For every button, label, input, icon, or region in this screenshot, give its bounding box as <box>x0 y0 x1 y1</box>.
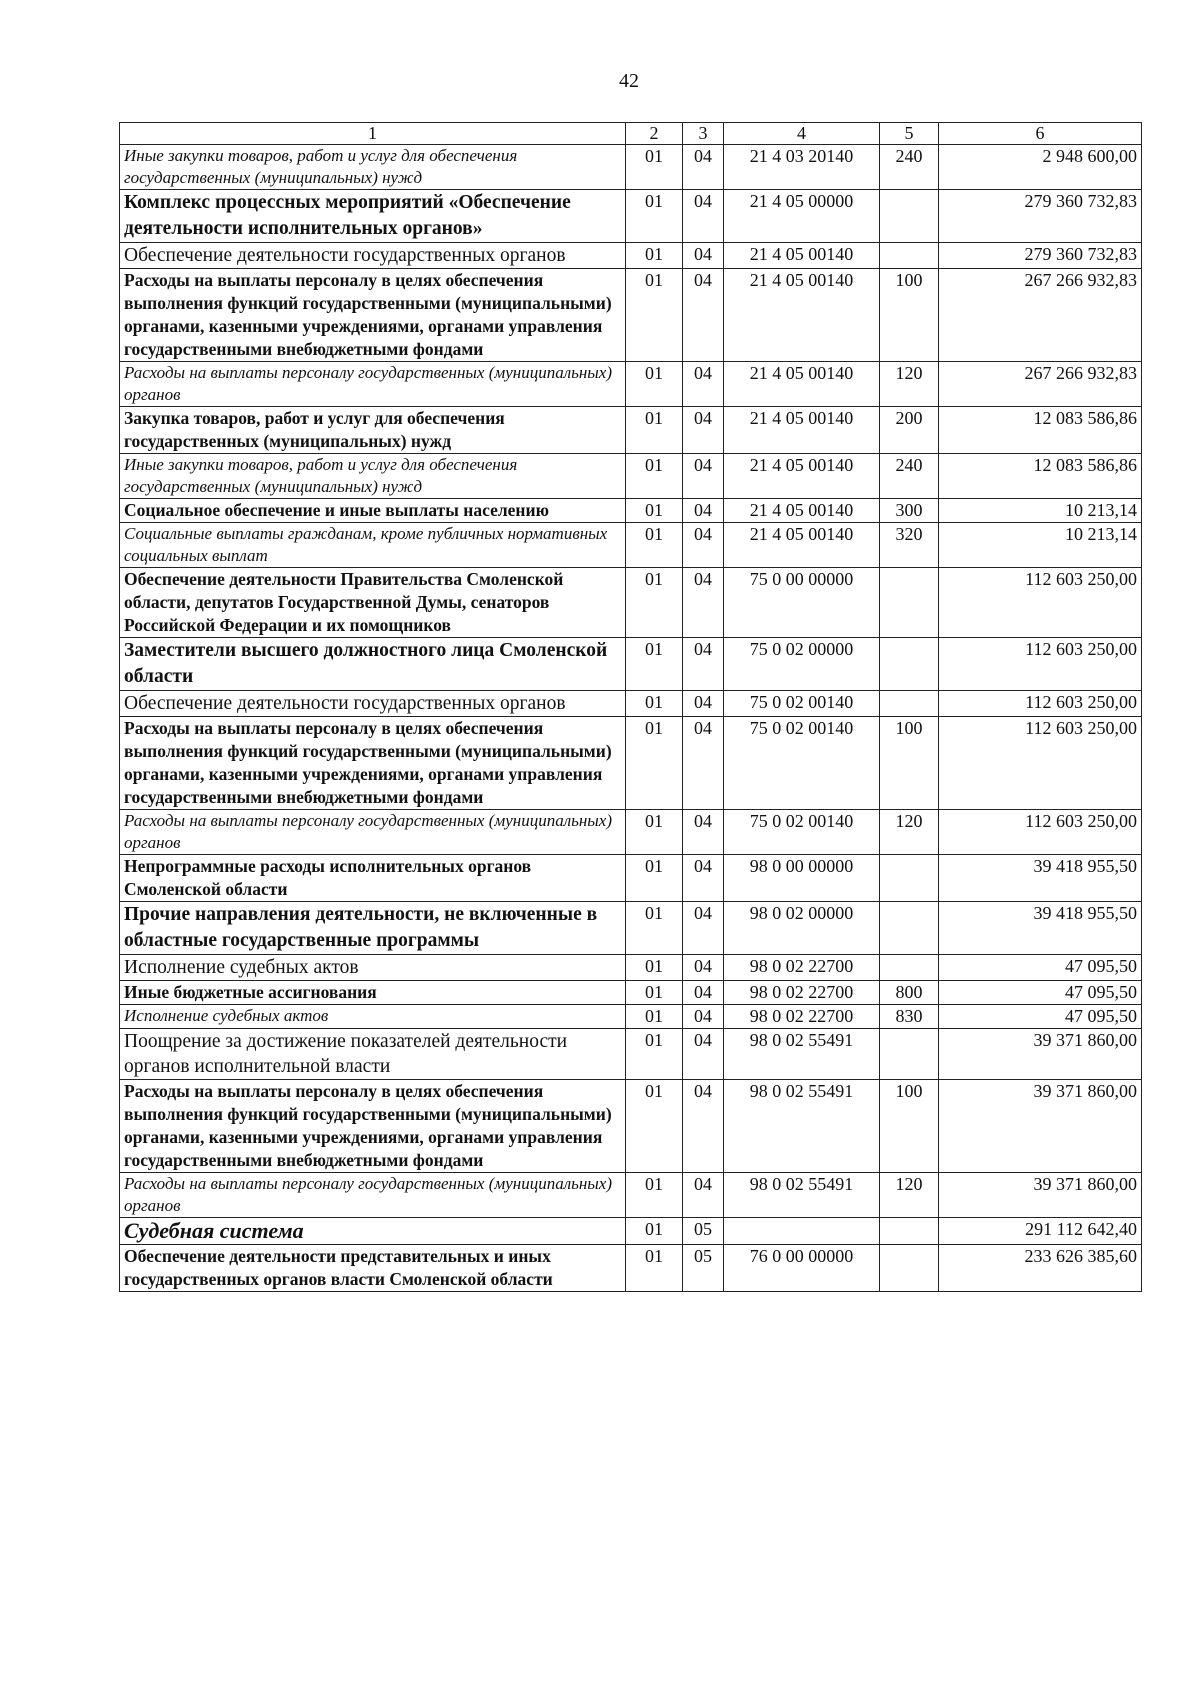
subsection-code-cell: 04 <box>683 1005 724 1029</box>
subsection-code-cell: 04 <box>683 362 724 407</box>
amount-cell: 2 948 600,00 <box>939 145 1142 190</box>
amount-cell: 47 095,50 <box>939 981 1142 1005</box>
subsection-code-cell: 04 <box>683 955 724 981</box>
header-col-3: 3 <box>683 123 724 145</box>
table-row <box>120 691 1142 717</box>
expense-type-cell: 300 <box>880 499 939 523</box>
target-article-cell: 21 4 05 00140 <box>724 499 880 523</box>
expense-type-cell <box>880 243 939 269</box>
target-article-cell: 21 4 05 00140 <box>724 243 880 269</box>
amount-cell: 233 626 385,60 <box>939 1245 1142 1292</box>
amount-cell: 279 360 732,83 <box>939 190 1142 243</box>
amount-cell: 112 603 250,00 <box>939 568 1142 638</box>
table-row <box>120 243 1142 269</box>
amount-cell: 47 095,50 <box>939 955 1142 981</box>
row-name-cell: Расходы на выплаты персоналу в целях обеспечения выполнения функций государственными (муниципальными) органами, казенными учреждениями, органами управления государственными внебюджетными фондами <box>120 1080 626 1173</box>
target-article-cell: 98 0 02 55491 <box>724 1029 880 1080</box>
target-article-cell: 98 0 00 00000 <box>724 855 880 902</box>
section-code-cell: 01 <box>626 1029 683 1080</box>
expense-type-cell: 830 <box>880 1005 939 1029</box>
row-name-cell: Иные закупки товаров, работ и услуг для обеспечения государственных (муниципальных) нужд <box>120 145 626 190</box>
row-name-cell: Иные закупки товаров, работ и услуг для обеспечения государственных (муниципальных) нужд <box>120 454 626 499</box>
table-row <box>120 855 1142 902</box>
amount-cell: 12 083 586,86 <box>939 407 1142 454</box>
table-row <box>120 499 1142 523</box>
header-row <box>120 123 1142 145</box>
row-name-cell: Расходы на выплаты персоналу в целях обеспечения выполнения функций государственными (муниципальными) органами, казенными учреждениями, органами управления государственными внебюджетными фондами <box>120 717 626 810</box>
table-row <box>120 981 1142 1005</box>
section-code-cell: 01 <box>626 1173 683 1218</box>
subsection-code-cell: 04 <box>683 523 724 568</box>
expense-type-cell <box>880 1218 939 1245</box>
row-name-cell: Расходы на выплаты персоналу государственных (муниципальных) органов <box>120 810 626 855</box>
amount-cell: 47 095,50 <box>939 1005 1142 1029</box>
row-name-cell: Расходы на выплаты персоналу государственных (муниципальных) органов <box>120 362 626 407</box>
target-article-cell: 98 0 02 55491 <box>724 1080 880 1173</box>
target-article-cell: 98 0 02 00000 <box>724 902 880 955</box>
section-code-cell: 01 <box>626 981 683 1005</box>
subsection-code-cell: 04 <box>683 1173 724 1218</box>
expense-type-cell: 320 <box>880 523 939 568</box>
section-code-cell: 01 <box>626 855 683 902</box>
target-article-cell: 21 4 05 00140 <box>724 269 880 362</box>
target-article-cell: 21 4 05 00140 <box>724 407 880 454</box>
table-row <box>120 407 1142 454</box>
table-row <box>120 362 1142 407</box>
expense-type-cell <box>880 955 939 981</box>
expense-type-cell: 120 <box>880 362 939 407</box>
target-article-cell: 75 0 02 00000 <box>724 638 880 691</box>
subsection-code-cell: 04 <box>683 638 724 691</box>
section-code-cell: 01 <box>626 407 683 454</box>
expense-type-cell <box>880 568 939 638</box>
subsection-code-cell: 04 <box>683 717 724 810</box>
section-code-cell: 01 <box>626 1245 683 1292</box>
expense-type-cell <box>880 902 939 955</box>
row-name-cell: Иные бюджетные ассигнования <box>120 981 626 1005</box>
section-code-cell: 01 <box>626 810 683 855</box>
expense-type-cell: 800 <box>880 981 939 1005</box>
section-code-cell: 01 <box>626 499 683 523</box>
amount-cell: 12 083 586,86 <box>939 454 1142 499</box>
section-code-cell: 01 <box>626 691 683 717</box>
header-col-2: 2 <box>626 123 683 145</box>
expense-type-cell: 120 <box>880 1173 939 1218</box>
table-row <box>120 190 1142 243</box>
subsection-code-cell: 04 <box>683 902 724 955</box>
header-col-6: 6 <box>939 123 1142 145</box>
table-row <box>120 717 1142 810</box>
target-article-cell: 75 0 02 00140 <box>724 810 880 855</box>
target-article-cell: 75 0 02 00140 <box>724 691 880 717</box>
amount-cell: 39 418 955,50 <box>939 902 1142 955</box>
row-name-cell: Заместители высшего должностного лица Смоленской области <box>120 638 626 691</box>
expense-type-cell: 120 <box>880 810 939 855</box>
header-col-4: 4 <box>724 123 880 145</box>
table-row <box>120 638 1142 691</box>
row-name-cell: Обеспечение деятельности государственных органов <box>120 243 626 269</box>
subsection-code-cell: 04 <box>683 499 724 523</box>
table-row <box>120 955 1142 981</box>
page-number: 42 <box>619 70 639 92</box>
row-name-cell: Расходы на выплаты персоналу государственных (муниципальных) органов <box>120 1173 626 1218</box>
header-col-1: 1 <box>120 123 626 145</box>
subsection-code-cell: 05 <box>683 1218 724 1245</box>
target-article-cell <box>724 1218 880 1245</box>
expense-type-cell: 200 <box>880 407 939 454</box>
section-code-cell: 01 <box>626 269 683 362</box>
expense-type-cell: 100 <box>880 269 939 362</box>
row-name-cell: Обеспечение деятельности представительных и иных государственных органов власти Смоленской области <box>120 1245 626 1292</box>
amount-cell: 112 603 250,00 <box>939 717 1142 810</box>
expense-type-cell <box>880 638 939 691</box>
target-article-cell: 21 4 03 20140 <box>724 145 880 190</box>
table-row <box>120 1218 1142 1245</box>
amount-cell: 39 371 860,00 <box>939 1080 1142 1173</box>
section-code-cell: 01 <box>626 955 683 981</box>
subsection-code-cell: 04 <box>683 454 724 499</box>
expense-type-cell <box>880 1245 939 1292</box>
expense-type-cell <box>880 855 939 902</box>
expense-type-cell: 240 <box>880 145 939 190</box>
table-row <box>120 145 1142 190</box>
budget-table <box>119 122 1142 1292</box>
target-article-cell: 21 4 05 00000 <box>724 190 880 243</box>
section-code-cell: 01 <box>626 1005 683 1029</box>
expense-type-cell <box>880 1029 939 1080</box>
amount-cell: 10 213,14 <box>939 499 1142 523</box>
subsection-code-cell: 04 <box>683 190 724 243</box>
section-code-cell: 01 <box>626 568 683 638</box>
target-article-cell: 98 0 02 22700 <box>724 1005 880 1029</box>
table-row <box>120 1245 1142 1292</box>
amount-cell: 112 603 250,00 <box>939 638 1142 691</box>
section-code-cell: 01 <box>626 1080 683 1173</box>
section-code-cell: 01 <box>626 243 683 269</box>
table-row <box>120 902 1142 955</box>
subsection-code-cell: 04 <box>683 269 724 362</box>
row-name-cell: Расходы на выплаты персоналу в целях обеспечения выполнения функций государственными (муниципальными) органами, казенными учреждениями, органами управления государственными внебюджетными фондами <box>120 269 626 362</box>
table-row <box>120 1005 1142 1029</box>
row-name-cell: Закупка товаров, работ и услуг для обеспечения государственных (муниципальных) нужд <box>120 407 626 454</box>
expense-type-cell: 240 <box>880 454 939 499</box>
row-name-cell: Исполнение судебных актов <box>120 955 626 981</box>
subsection-code-cell: 05 <box>683 1245 724 1292</box>
expense-type-cell: 100 <box>880 1080 939 1173</box>
table-row <box>120 1080 1142 1173</box>
subsection-code-cell: 04 <box>683 855 724 902</box>
amount-cell: 279 360 732,83 <box>939 243 1142 269</box>
row-name-cell: Исполнение судебных актов <box>120 1005 626 1029</box>
expense-type-cell <box>880 190 939 243</box>
amount-cell: 112 603 250,00 <box>939 810 1142 855</box>
row-name-cell: Прочие направления деятельности, не включенные в областные государственные программы <box>120 902 626 955</box>
target-article-cell: 75 0 00 00000 <box>724 568 880 638</box>
section-code-cell: 01 <box>626 523 683 568</box>
section-code-cell: 01 <box>626 454 683 499</box>
amount-cell: 39 371 860,00 <box>939 1173 1142 1218</box>
target-article-cell: 21 4 05 00140 <box>724 523 880 568</box>
section-code-cell: 01 <box>626 717 683 810</box>
subsection-code-cell: 04 <box>683 691 724 717</box>
amount-cell: 291 112 642,40 <box>939 1218 1142 1245</box>
section-code-cell: 01 <box>626 145 683 190</box>
target-article-cell: 21 4 05 00140 <box>724 362 880 407</box>
row-name-cell: Обеспечение деятельности государственных органов <box>120 691 626 717</box>
section-code-cell: 01 <box>626 638 683 691</box>
amount-cell: 267 266 932,83 <box>939 269 1142 362</box>
section-code-cell: 01 <box>626 1218 683 1245</box>
table-row <box>120 1173 1142 1218</box>
target-article-cell: 98 0 02 55491 <box>724 1173 880 1218</box>
row-name-cell: Непрограммные расходы исполнительных органов Смоленской области <box>120 855 626 902</box>
section-code-cell: 01 <box>626 190 683 243</box>
target-article-cell: 21 4 05 00140 <box>724 454 880 499</box>
table-row <box>120 523 1142 568</box>
table-row <box>120 454 1142 499</box>
subsection-code-cell: 04 <box>683 407 724 454</box>
row-name-cell: Обеспечение деятельности Правительства Смоленской области, депутатов Государственной Думы, сенаторов Российской Федерации и их помощников <box>120 568 626 638</box>
subsection-code-cell: 04 <box>683 1080 724 1173</box>
subsection-code-cell: 04 <box>683 568 724 638</box>
subsection-code-cell: 04 <box>683 145 724 190</box>
amount-cell: 39 418 955,50 <box>939 855 1142 902</box>
expense-type-cell <box>880 691 939 717</box>
target-article-cell: 76 0 00 00000 <box>724 1245 880 1292</box>
table-row <box>120 1029 1142 1080</box>
amount-cell: 10 213,14 <box>939 523 1142 568</box>
section-code-cell: 01 <box>626 902 683 955</box>
row-name-cell: Социальные выплаты гражданам, кроме публичных нормативных социальных выплат <box>120 523 626 568</box>
amount-cell: 112 603 250,00 <box>939 691 1142 717</box>
subsection-code-cell: 04 <box>683 810 724 855</box>
table-row <box>120 568 1142 638</box>
row-name-cell: Социальное обеспечение и иные выплаты населению <box>120 499 626 523</box>
target-article-cell: 98 0 02 22700 <box>724 955 880 981</box>
section-code-cell: 01 <box>626 362 683 407</box>
row-name-cell: Судебная система <box>120 1218 626 1245</box>
amount-cell: 267 266 932,83 <box>939 362 1142 407</box>
header-col-5: 5 <box>880 123 939 145</box>
target-article-cell: 75 0 02 00140 <box>724 717 880 810</box>
expense-type-cell: 100 <box>880 717 939 810</box>
amount-cell: 39 371 860,00 <box>939 1029 1142 1080</box>
subsection-code-cell: 04 <box>683 1029 724 1080</box>
target-article-cell: 98 0 02 22700 <box>724 981 880 1005</box>
table-row <box>120 810 1142 855</box>
subsection-code-cell: 04 <box>683 981 724 1005</box>
table-row <box>120 269 1142 362</box>
row-name-cell: Поощрение за достижение показателей деятельности органов исполнительной власти <box>120 1029 626 1080</box>
row-name-cell: Комплекс процессных мероприятий «Обеспечение деятельности исполнительных органов» <box>120 190 626 243</box>
subsection-code-cell: 04 <box>683 243 724 269</box>
